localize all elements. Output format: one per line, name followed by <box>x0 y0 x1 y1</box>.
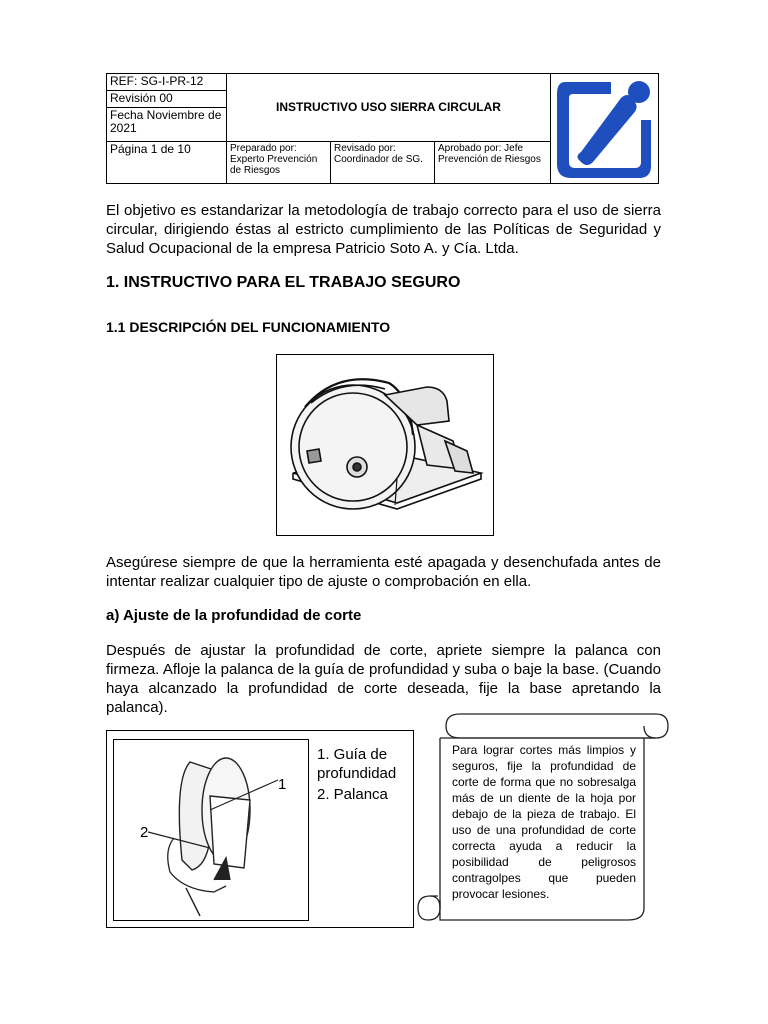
depth-guide-illustration <box>113 739 309 921</box>
callout-1: 1 <box>278 776 287 793</box>
approved-cell: Aprobado por: Jefe Prevención de Riesgos <box>435 142 551 184</box>
callout-2: 2 <box>140 824 149 841</box>
depth-adjustment-paragraph: Después de ajustar la profundidad de corte, apriete siempre la palanca con firmeza. Afloje la palanca de la guía de profundidad y suba o baje la base. (Cuando haya alcanzado la profundidad de corte deseada, fije la base apretando la palanca). <box>106 642 661 716</box>
revision-cell: Revisión 00 <box>107 91 227 108</box>
section-heading-1-1: 1.1 DESCRIPCIÓN DEL FUNCIONAMIENTO <box>106 319 391 335</box>
date-cell: Fecha Noviembre de 2021 <box>107 108 227 142</box>
depth-guide-figure <box>106 730 414 928</box>
section-heading-1: 1. INSTRUCTIVO PARA EL TRABAJO SEGURO <box>106 274 461 291</box>
page-cell: Página 1 de 10 <box>107 142 227 184</box>
company-logo <box>551 73 659 184</box>
document-header <box>106 73 659 184</box>
subsection-a-heading: a) Ajuste de la profundidad de corte <box>106 607 362 624</box>
scroll-note-text: Para lograr cortes más limpios y seguros, fije la profundidad de corte de forma que no sobresalga más de un diente de la hoja por debajo de la pieza de trabajo. El uso de una profundidad de corte correcta ayuda a reducir la posibilidad de peligrosos contragolpes que pueden provocar lesiones. <box>452 743 636 901</box>
circular-saw-image <box>276 354 494 536</box>
ref-cell: REF: SG-I-PR-12 <box>107 74 227 91</box>
safety-warning-paragraph: Asegúrese siempre de que la herramienta esté apagada y desenchufada antes de intentar realizar cualquier tipo de ajuste o comprobación en ella. <box>106 554 661 590</box>
legend-depth-guide: 1. Guía de profundidad <box>317 746 397 782</box>
prepared-cell: Preparado por: Experto Prevención de Riesgos <box>227 142 331 184</box>
legend-lever: 2. Palanca <box>317 786 388 803</box>
reviewed-cell: Revisado por: Coordinador de SG. <box>331 142 435 184</box>
intro-paragraph: El objetivo es estandarizar la metodología de trabajo correcto para el uso de sierra circular, dirigiendo éstas al estricto cumplimiento de las Políticas de Seguridad y Salud Ocupacional de la empresa Patricio Soto A. y Cía. Ltda. <box>106 202 661 257</box>
document-title: INSTRUCTIVO USO SIERRA CIRCULAR <box>227 74 551 142</box>
